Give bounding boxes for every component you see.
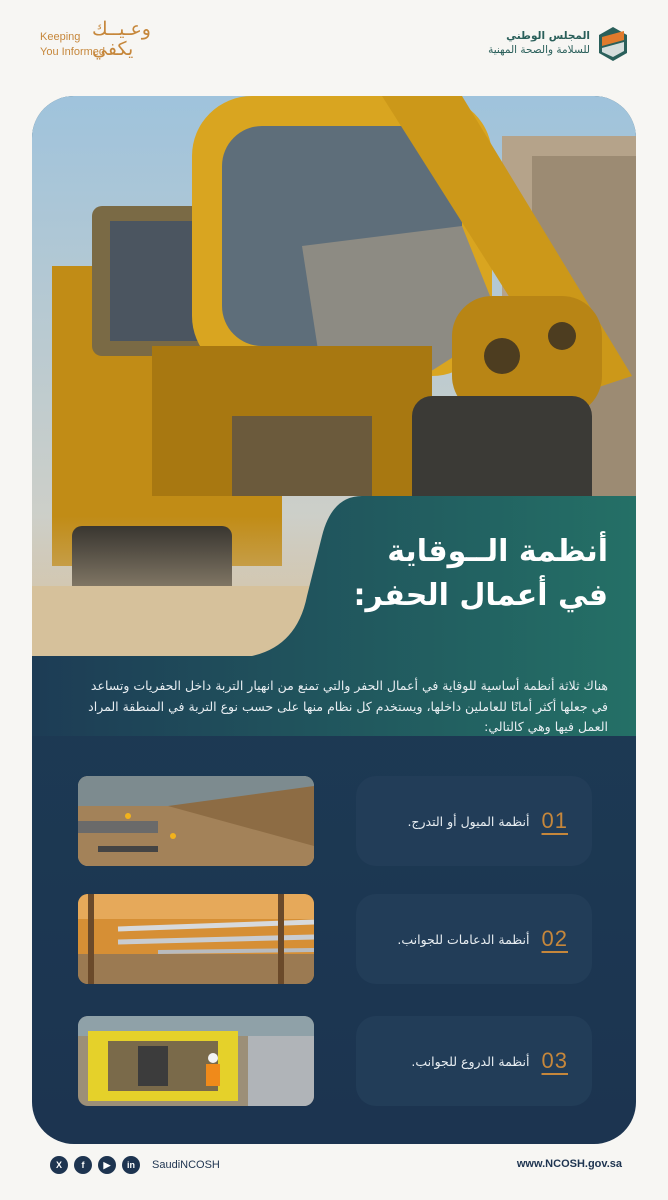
x-icon[interactable]: X [50,1156,68,1174]
organization-identity [488,26,628,62]
youtube-icon[interactable]: ▶ [98,1156,116,1174]
brand-english: Keeping You Informed [40,31,106,58]
intro-paragraph: هناك ثلاثة أنظمة أساسية للوقاية في أعمال الحفر والتي تمنع من انهيار التربة داخل الحفريات وتساعد في جعلها أكثر أمانًا للعاملين داخلها، ويستخدم كل نظام منها على حسب نوع التربة في المنطقة المراد العمل فيها وهي كالتالي: [88,678,608,735]
shoring-system-photo [78,894,314,984]
social-handle: SaudiNCOSH [152,1159,220,1171]
social-links [50,1156,220,1174]
footer [0,1144,668,1200]
organization-name: المجلس الوطني للسلامة والصحة المهنية [488,30,590,56]
list-item: أنظمة الميول أو التدرج. 01 [356,776,592,866]
list-item: أنظمة الدعامات للجوانب. 02 [356,894,592,984]
brand-arabic: وعـيــك يكفي [92,18,151,60]
header [0,0,668,96]
list-item: أنظمة الدروع للجوانب. 03 [356,1016,592,1106]
ncosh-logo-icon [598,26,628,62]
website-link[interactable]: www.NCOSH.gov.sa [516,1158,622,1170]
main-card [32,96,636,1144]
linkedin-icon[interactable]: in [122,1156,140,1174]
sloping-system-photo [78,776,314,866]
facebook-icon[interactable]: f [74,1156,92,1174]
shielding-system-photo [78,1016,314,1106]
page-title: أنظمة الــوقاية في أعمال الحفر: [353,534,608,613]
